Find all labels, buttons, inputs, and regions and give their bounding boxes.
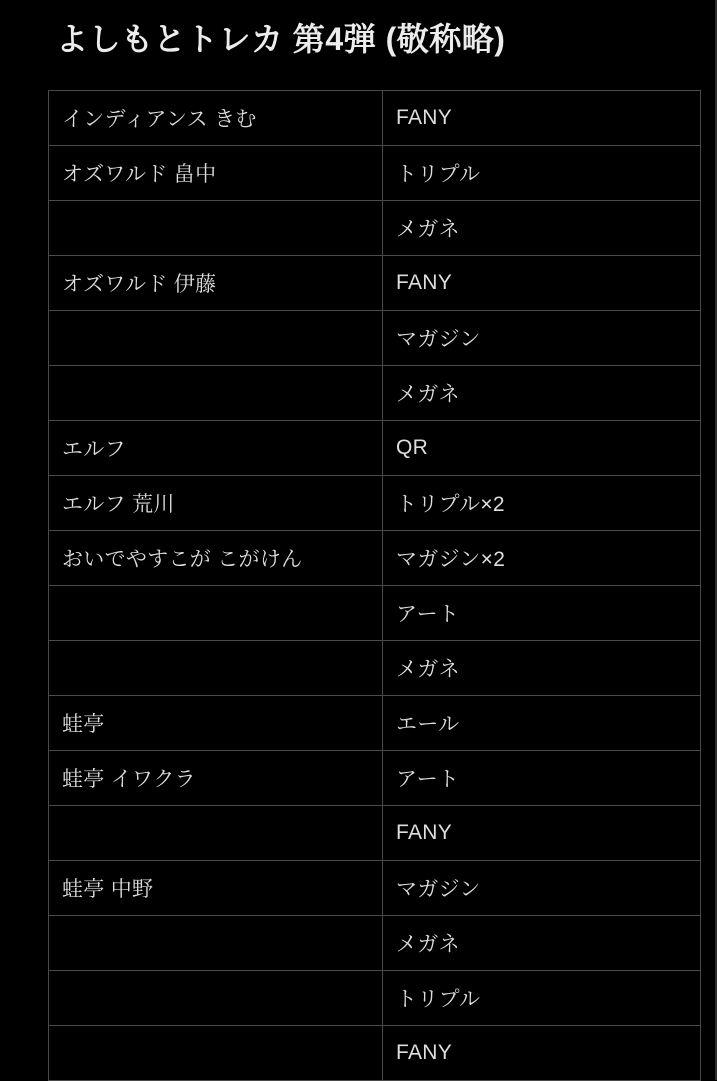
card-type-cell: トリプル×2: [383, 476, 701, 531]
card-type-cell: FANY: [383, 256, 701, 311]
performer-name-cell: 蛙亭 イワクラ: [49, 751, 383, 806]
page-title: よしもとトレカ 第4弾 (敬称略): [56, 21, 506, 57]
card-type-cell: FANY: [383, 1026, 701, 1081]
table-row: [49, 586, 701, 641]
card-type-cell: FANY: [383, 806, 701, 861]
card-type-cell: メガネ: [383, 916, 701, 971]
table-row: [49, 751, 701, 806]
performer-name-cell: [49, 1026, 383, 1081]
card-type-cell: メガネ: [383, 201, 701, 256]
card-type-cell: アート: [383, 586, 701, 641]
table-row: [49, 971, 701, 1026]
performer-name-cell: [49, 641, 383, 696]
card-type-cell: マガジン: [383, 311, 701, 366]
performer-name-cell: [49, 311, 383, 366]
table-row: [49, 476, 701, 531]
table-row: [49, 806, 701, 861]
table-row: [49, 366, 701, 421]
card-type-cell: トリプル: [383, 146, 701, 201]
performer-name-cell: インディアンス きむ: [49, 91, 383, 146]
card-type-cell: トリプル: [383, 971, 701, 1026]
table-row: [49, 201, 701, 256]
card-type-cell: メガネ: [383, 366, 701, 421]
performer-name-cell: おいでやすこが こがけん: [49, 531, 383, 586]
performer-name-cell: [49, 916, 383, 971]
card-type-cell: マガジン×2: [383, 531, 701, 586]
table-row: [49, 311, 701, 366]
performer-name-cell: エルフ: [49, 421, 383, 476]
table-row: [49, 1026, 701, 1081]
performer-name-cell: [49, 586, 383, 641]
performer-name-cell: 蛙亭: [49, 696, 383, 751]
performer-name-cell: オズワルド 伊藤: [49, 256, 383, 311]
performer-name-cell: [49, 971, 383, 1026]
card-type-cell: メガネ: [383, 641, 701, 696]
card-type-cell: マガジン: [383, 861, 701, 916]
table-row: [49, 91, 701, 146]
table-row: [49, 696, 701, 751]
table-row: [49, 256, 701, 311]
performer-name-cell: [49, 806, 383, 861]
table-row: [49, 531, 701, 586]
performer-name-cell: エルフ 荒川: [49, 476, 383, 531]
table-row: [49, 641, 701, 696]
performer-name-cell: [49, 366, 383, 421]
performer-name-cell: 蛙亭 中野: [49, 861, 383, 916]
card-table-body: [49, 91, 701, 1081]
card-type-cell: FANY: [383, 91, 701, 146]
card-type-cell: アート: [383, 751, 701, 806]
table-row: [49, 421, 701, 476]
table-row: [49, 861, 701, 916]
table-row: [49, 146, 701, 201]
performer-name-cell: オズワルド 畠中: [49, 146, 383, 201]
card-type-cell: QR: [383, 421, 701, 476]
performer-name-cell: [49, 201, 383, 256]
card-type-cell: エール: [383, 696, 701, 751]
trading-card-table: [48, 90, 701, 1081]
table-row: [49, 916, 701, 971]
